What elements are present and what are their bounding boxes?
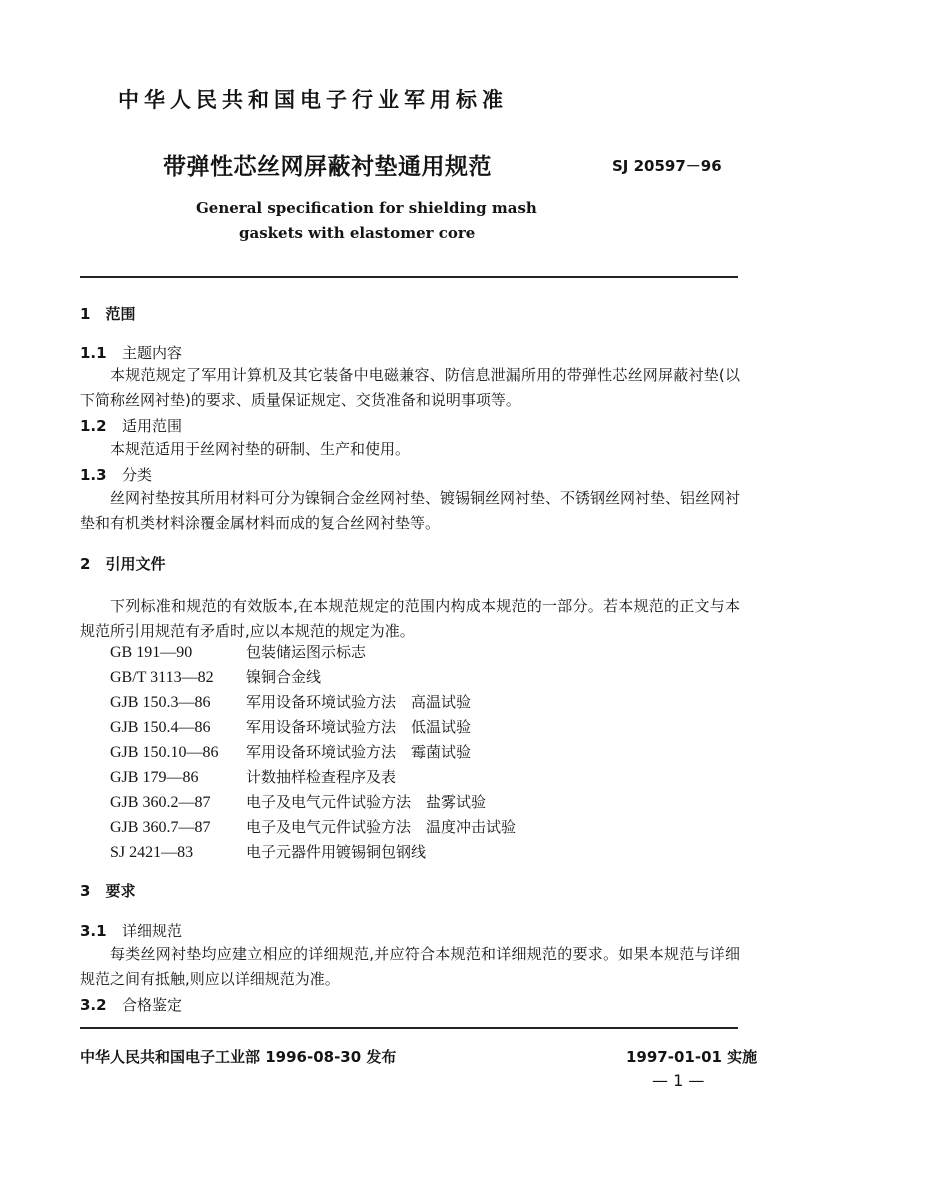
section-1-2-heading <box>80 415 182 436</box>
reference-item <box>110 665 516 690</box>
reference-item <box>110 715 516 740</box>
reference-code: GJB 360.7—87 <box>110 819 211 836</box>
reference-title: 电子及电气元件试验方法 盐雾试验 <box>246 793 487 811</box>
section-number: 1 <box>80 305 91 323</box>
page-number: — 1 — <box>652 1071 705 1090</box>
reference-title: 计数抽样检查程序及表 <box>246 768 397 786</box>
section-title: 合格鉴定 <box>122 996 183 1014</box>
section-title: 引用文件 <box>105 555 166 573</box>
section-title: 范围 <box>105 305 136 323</box>
reference-title: 镍铜合金线 <box>246 668 322 686</box>
section-title: 分类 <box>122 466 153 484</box>
section-number: 3 <box>80 882 91 900</box>
section-1-heading <box>80 303 135 324</box>
reference-item <box>110 640 516 665</box>
reference-title: 电子及电气元件试验方法 温度冲击试验 <box>246 818 517 836</box>
reference-title: 军用设备环境试验方法 低温试验 <box>246 718 472 736</box>
header-rule <box>80 276 738 278</box>
reference-title: 电子元器件用镀锡铜包钢线 <box>246 843 427 861</box>
section-3-heading <box>80 880 135 901</box>
section-1-3-heading <box>80 464 152 485</box>
english-title-line-2: gaskets with elastomer core <box>239 224 476 242</box>
standard-category: 中华人民共和国电子行业军用标准 <box>118 88 508 112</box>
footer-rule <box>80 1027 738 1029</box>
reference-item <box>110 840 516 865</box>
reference-code: GB/T 3113—82 <box>110 669 214 686</box>
reference-item <box>110 790 516 815</box>
reference-title: 军用设备环境试验方法 霉菌试验 <box>246 743 472 761</box>
section-2-text: 下列标准和规范的有效版本,在本规范规定的范围内构成本规范的一部分。若本规范的正文与本规范所引用规范有矛盾时,应以本规范的规定为准。 <box>80 597 740 640</box>
issue-statement: 中华人民共和国电子工业部 1996-08-30 发布 <box>80 1048 397 1066</box>
section-title: 要求 <box>105 882 136 900</box>
reference-item <box>110 765 516 790</box>
section-3-2-heading <box>80 994 182 1015</box>
section-number: 1.2 <box>80 417 107 435</box>
section-number: 2 <box>80 555 91 573</box>
section-title: 主题内容 <box>122 344 183 362</box>
reference-item <box>110 690 516 715</box>
section-number: 3.1 <box>80 922 107 940</box>
reference-title: 包装储运图示标志 <box>246 643 367 661</box>
section-1-1-heading <box>80 342 182 363</box>
reference-code: GJB 150.4—86 <box>110 719 211 736</box>
reference-list <box>110 640 516 865</box>
standard-code: SJ 20597－96 <box>612 157 722 175</box>
reference-code: GJB 360.2—87 <box>110 794 211 811</box>
section-title: 详细规范 <box>122 922 183 940</box>
section-1-3-text: 丝网衬垫按其所用材料可分为镍铜合金丝网衬垫、镀锡铜丝网衬垫、不锈钢丝网衬垫、铝丝网衬垫和有机类材料涂覆金属材料而成的复合丝网衬垫等。 <box>80 489 741 532</box>
section-1-1-text: 本规范规定了军用计算机及其它装备中电磁兼容、防信息泄漏所用的带弹性芯丝网屏蔽衬垫(以下简称丝网衬垫)的要求、质量保证规定、交货准备和说明事项等。 <box>80 366 740 409</box>
reference-code: GJB 150.3—86 <box>110 694 211 711</box>
reference-item <box>110 740 516 765</box>
effective-date: 1997-01-01 实施 <box>626 1048 758 1066</box>
section-number: 3.2 <box>80 996 107 1014</box>
reference-code: GB 191—90 <box>110 644 193 661</box>
section-2-heading <box>80 553 165 574</box>
section-3-1-heading <box>80 920 182 941</box>
reference-title: 军用设备环境试验方法 高温试验 <box>246 693 472 711</box>
document-title: 带弹性芯丝网屏蔽衬垫通用规范 <box>163 154 492 180</box>
section-3-1-text: 每类丝网衬垫均应建立相应的详细规范,并应符合本规范和详细规范的要求。如果本规范与详细规范之间有抵触,则应以详细规范为准。 <box>80 945 740 988</box>
english-title-line-1: General specification for shielding mash <box>196 199 537 217</box>
reference-code: SJ 2421—83 <box>110 844 194 861</box>
section-title: 适用范围 <box>122 417 183 435</box>
section-number: 1.3 <box>80 466 107 484</box>
reference-item <box>110 815 516 840</box>
section-1-2-text: 本规范适用于丝网衬垫的研制、生产和使用。 <box>110 440 411 458</box>
reference-code: GJB 150.10—86 <box>110 744 219 761</box>
reference-code: GJB 179—86 <box>110 769 199 786</box>
section-number: 1.1 <box>80 344 107 362</box>
